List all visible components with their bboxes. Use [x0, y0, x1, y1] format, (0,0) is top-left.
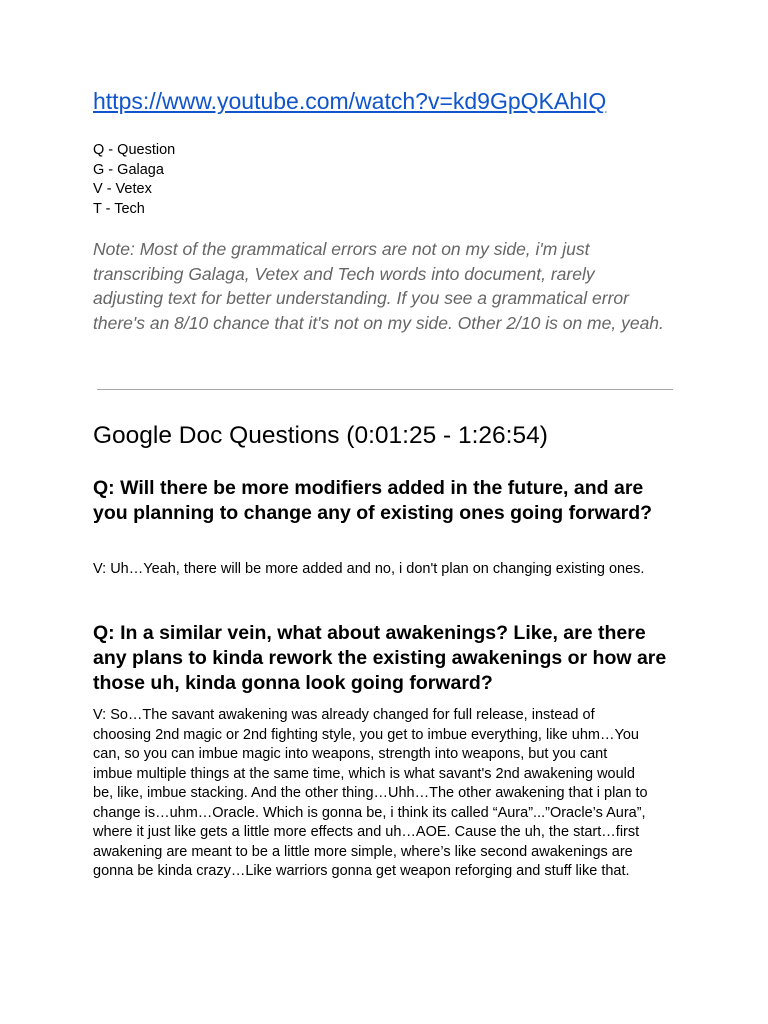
abbreviation-legend [93, 141, 175, 219]
legend-item-vetex: V - Vetex [93, 181, 152, 197]
question-heading: Q: In a similar vein, what about awakenings? Like, are there any plans to kinda rework the existing awakenings or how are those uh, kinda gonna look going forward? [93, 622, 667, 694]
legend-item-tech: T - Tech [93, 200, 145, 217]
section-title: Google Doc Questions (0:01:25 - 1:26:54) [93, 422, 548, 449]
horizontal-divider [97, 389, 673, 390]
transcription-note: Note: Most of the grammatical errors are not on my side, i'm just transcribing Galaga, Vetex and Tech words into document, rarely adjusting text for better understanding. If you see a grammatical error there's an 8/10 chance that it's not on my side. Other 2/10 is on me, yeah. [93, 239, 664, 333]
answer-text: V: So…The savant awakening was already changed for full release, instead of choosing 2nd magic or 2nd fighting style, you get to imbue everything, like uhm…You can, so you can imbue magic into weapons, strength into weapons, but you cant imbue multiple things at the same time, which is what savant's 2nd awakening would be, like, imbue stacking. And the other thing…Uhh…The other awakening that i plan to change is…uhm…Oracle. Which is gonna be, i think its called “Aura”...”Oracle’s Aura”, where it just like gets a little more effects and uh…AOE. Cause the uh, the start…first awakening are meant to be a little more simple, where’s like second awakenings are gonna be kinda crazy…Like warriors gonna get weapon reforging and stuff like that. [93, 707, 648, 879]
youtube-link[interactable]: https://www.youtube.com/watch?v=kd9GpQKAhIQ [93, 88, 607, 114]
legend-item-galaga: G - Galaga [93, 161, 164, 178]
answer-text: V: Uh…Yeah, there will be more added and no, i don't plan on changing existing ones. [93, 561, 645, 577]
legend-item-question: Q - Question [93, 142, 176, 158]
question-heading: Q: Will there be more modifiers added in the future, and are you planning to change any of existing ones going forward? [93, 477, 653, 524]
